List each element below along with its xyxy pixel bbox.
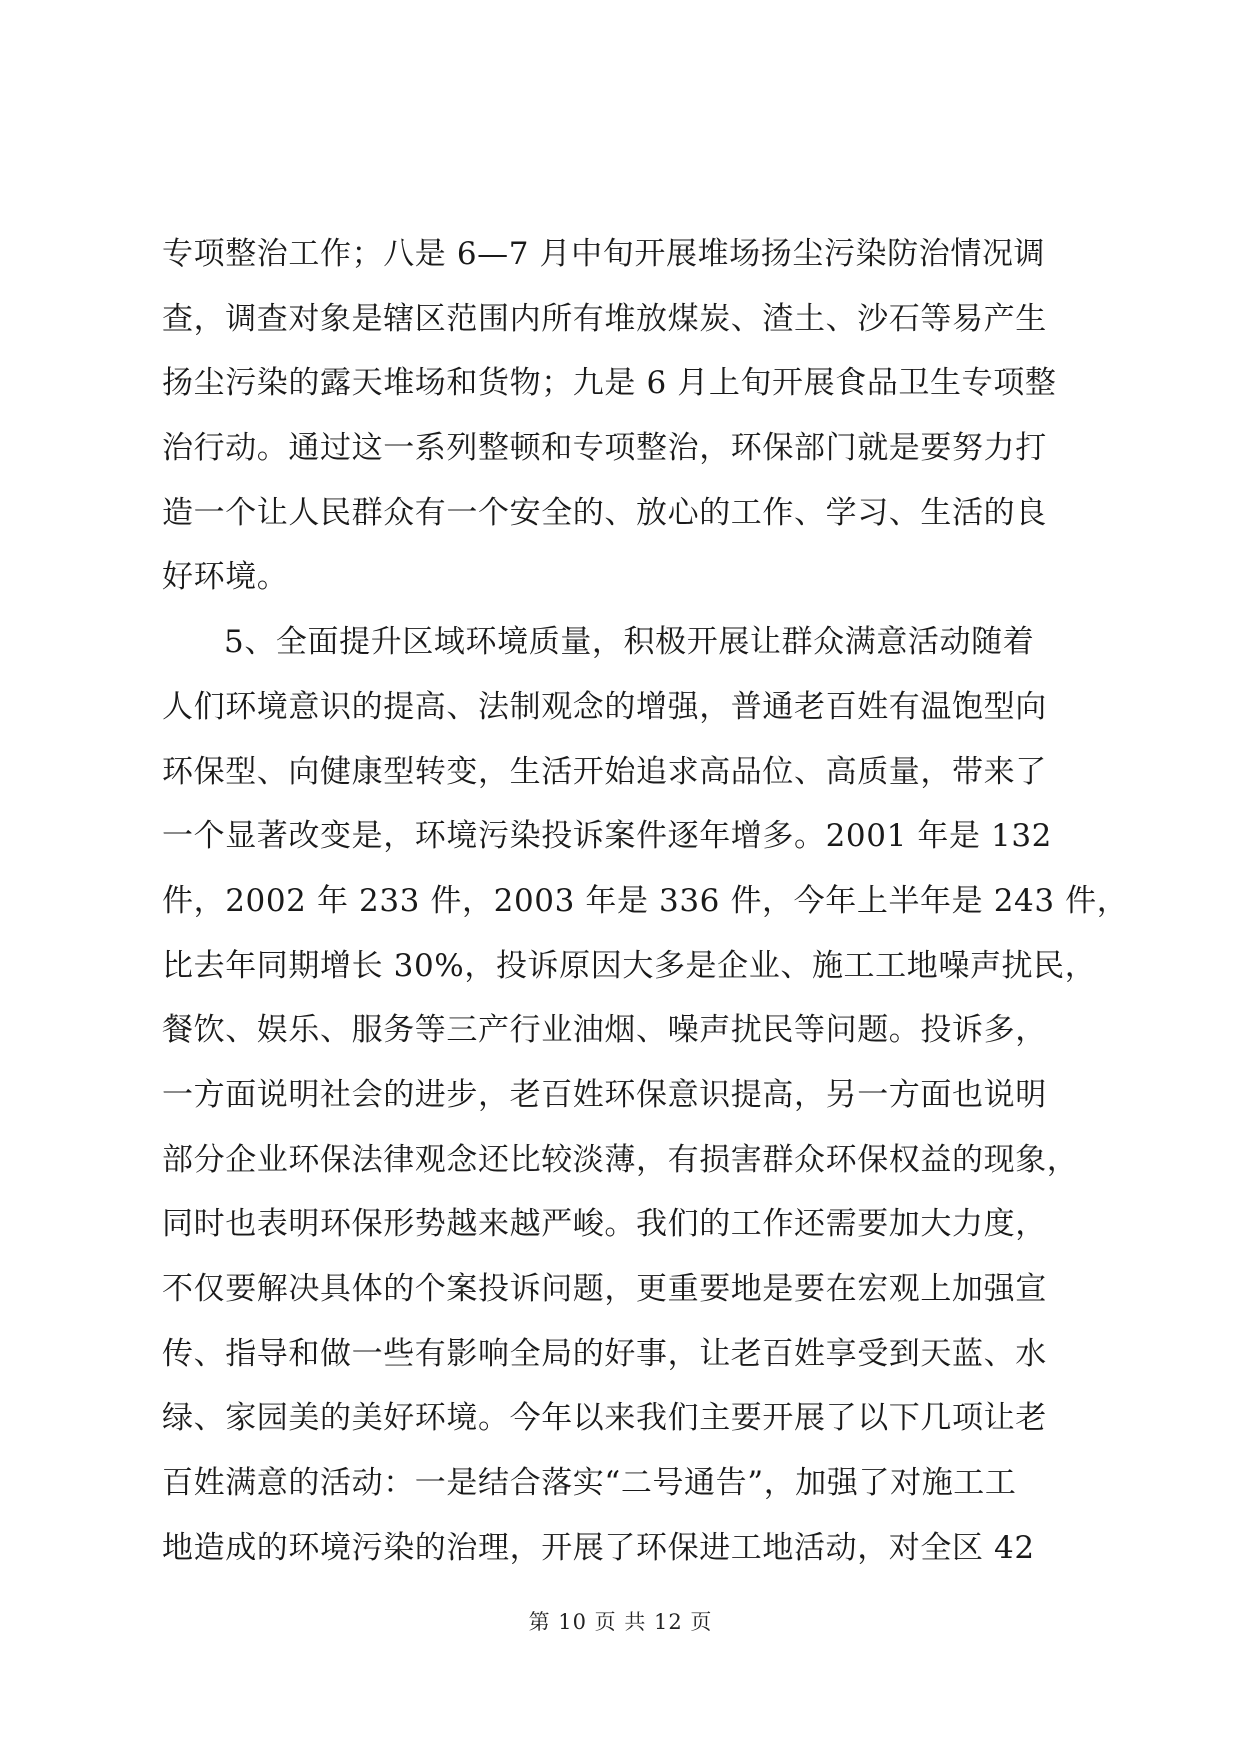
text-line: 查，调查对象是辖区范围内所有堆放煤炭、渣土、沙石等易产生 — [162, 300, 1047, 337]
text-line: 造一个让人民群众有一个安全的、放心的工作、学习、生活的良 — [162, 494, 1047, 531]
text-line: 治行动。通过这一系列整顿和专项整治，环保部门就是要努力打 — [162, 430, 1047, 467]
text-line: 传、指导和做一些有影响全局的好事，让老百姓享受到天蓝、水 — [162, 1335, 1047, 1372]
text-line: 扬尘污染的露天堆场和货物；九是 6 月上旬开展食品卫生专项整 — [162, 365, 1057, 402]
text-line: 不仅要解决具体的个案投诉问题，更重要地是要在宏观上加强宣 — [162, 1271, 1047, 1307]
text-line: 人们环境意识的提高、法制观念的增强，普通老百姓有温饱型向 — [162, 688, 1047, 725]
text-line: 专项整治工作；八是 6—7 月中旬开展堆场扬尘污染防治情况调 — [162, 236, 1046, 272]
text-line: 比去年同期增长 30%，投诉原因大多是企业、施工工地噪声扰民， — [162, 947, 1097, 984]
text-line: 部分企业环保法律观念还比较淡薄，有损害群众环保权益的现象， — [162, 1141, 1079, 1178]
text-line: 百姓满意的活动：一是结合落实“二号通告”，加强了对施工工 — [162, 1465, 1017, 1502]
page-number-footer: 第 10 页 共 12 页 — [528, 1610, 713, 1634]
text-line: 绿、家园美的美好环境。今年以来我们主要开展了以下几项让老 — [162, 1400, 1047, 1437]
text-line: 一方面说明社会的进步，老百姓环保意识提高，另一方面也说明 — [162, 1076, 1047, 1113]
section-heading-line: 5、全面提升区域环境质量，积极开展让群众满意活动随着 — [224, 624, 1035, 661]
text-line: 一个显著改变是，环境污染投诉案件逐年增多。2001 年是 132 — [162, 818, 1052, 855]
text-line: 地造成的环境污染的治理，开展了环保进工地活动，对全区 42 — [162, 1529, 1035, 1566]
text-line: 同时也表明环保形势越来越严峻。我们的工作还需要加大力度， — [162, 1206, 1047, 1243]
text-line: 好环境。 — [162, 559, 289, 596]
text-line: 件，2002 年 233 件，2003 年是 336 件，今年上半年是 243 件， — [162, 882, 1129, 919]
text-line: 环保型、向健康型转变，生活开始追求高品位、高质量，带来了 — [162, 753, 1047, 790]
text-line: 餐饮、娱乐、服务等三产行业油烟、噪声扰民等问题。投诉多， — [162, 1012, 1047, 1049]
body-text — [162, 222, 1129, 1580]
